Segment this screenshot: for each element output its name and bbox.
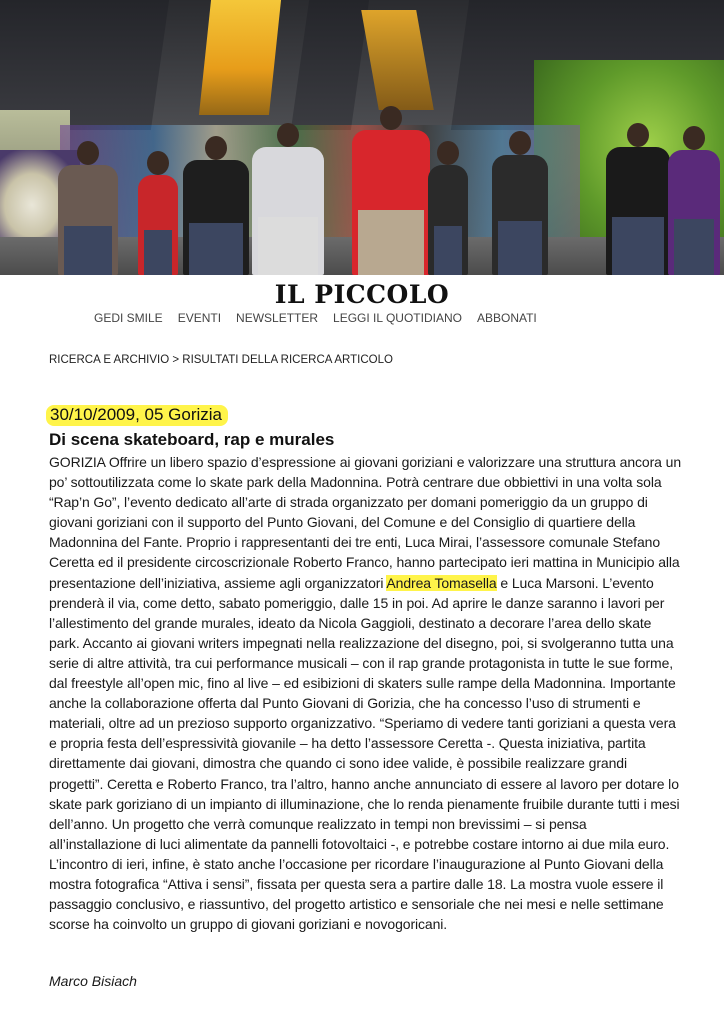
hero-person [58,165,118,275]
breadcrumb-archive-link[interactable]: RICERCA E ARCHIVIO [49,354,170,366]
nav-item-eventi[interactable]: EVENTI [177,311,222,325]
hero-light-patch [199,0,281,115]
hero-person [352,130,430,275]
highlighted-name: Andrea Tomasella [386,574,497,591]
breadcrumb-separator: > [172,354,180,366]
nav-item-newsletter[interactable]: NEWSLETTER [236,311,319,325]
nav-item-leggi-il-quotidiano[interactable]: LEGGI IL QUOTIDIANO [333,311,462,325]
hero-person [183,160,249,275]
nav-item-gedi-smile[interactable]: GEDI SMILE [94,311,163,325]
breadcrumb-current: RISULTATI DELLA RICERCA ARTICOLO [182,354,393,366]
nav-item-abbonati[interactable]: ABBONATI [476,311,537,325]
hero-person [668,150,720,275]
site-logo[interactable]: IL PICCOLO [274,280,450,309]
hero-person [428,165,468,275]
breadcrumb [49,354,393,366]
article-title: Di scena skateboard, rap e murales [49,430,335,449]
hero-person [606,147,670,275]
hero-person [252,147,324,275]
hero-person [492,155,548,275]
article-body [49,452,681,934]
masthead [0,280,724,309]
article-author: Marco Bisiach [49,973,137,989]
article-paragraph: L’incontro di ieri, infine, è stato anche l’occasione per ricordare l’inaugurazione al Punto Giovani della mostra fotografica “Attiva i sensi”, fissata per questa sera a partire dalle 18. La mostra vuole essere il passaggio conclusivo, e riassuntivo, del progetto artistico e sensoriale che nei mesi e nelle settimane scorse ha coinvolto un gruppo di giovani goriziani e novogoricani. [49,855,664,933]
main-nav [94,311,537,325]
hero-person [138,175,178,275]
article-text: e Luca Marsoni. L’evento prenderà il via, come detto, sabato pomeriggio, dalle 15 in poi. Ad aprire le danze saranno i lavori per l’allestimento del grande murales, ideato da Nicola Gaggioli, destinato a decorare l’area dello skate park. Accanto ai giovani writers impegnati nella realizzazione del disegno, poi, si svolgeranno tutta una serie di altre attività, tra cui performance musicali – con il rap grande protagonista in tutte le sue forme, dal freestyle all’open mic, fino al live – ed esibizioni di skaters sulle rampe della Madonnina. Importante anche la collaborazione offerta dal Punto Giovani di Gorizia, che ha concesso l’uso di strumenti e materiali, oltre ad un prezioso supporto organizzativo. “Speriamo di vedere tanti goriziani a questa vera e propria festa dell’espressività giovanile – ha detto l’assessore Ceretta -. Questa iniziativa, partita direttamente dai giovani, dimostra che quando ci sono idee valide, è possibile realizzare grandi progetti”. Ceretta e Roberto Franco, tra l’altro, hanno anche annunciato di essere al lavoro per dotare lo skate park goriziano di un impianto di illuminazione, che lo renda pienamente fruibile durante tutti i mesi dell’anno. Un progetto che verrà comunque realizzato in tempi non brevissimi – si pensa all’installazione di luci alimentate da pannelli fotovoltaici -, e potrebbe costare intorno ai due mila euro. [49,574,680,852]
article-dateline: 30/10/2009, 05 Gorizia [46,405,228,426]
article-paragraph [49,452,681,854]
article-text: GORIZIA Offrire un libero spazio d’espressione ai giovani goriziani e valorizzare una struttura ancora un po’ sottoutilizzata come lo skate park della Madonnina. Potrà centrare due obbiettivi in una volta sola “Rap’n Go”, l’evento dedicato all’arte di strada organizzato per domani pomeriggio da un gruppo di giovani goriziani con il supporto del Punto Giovani, del Comune e del Consiglio di quartiere della Madonnina del Fante. Proprio i rappresentanti dei tre enti, Luca Mirai, l’assessore comunale Stefano Ceretta ed il presidente circoscrizionale Roberto Franco, hanno partecipato ieri mattina in Municipio alla presentazione dell’iniziativa, assieme agli organizzatori [49,454,682,591]
hero-photo [0,0,724,275]
